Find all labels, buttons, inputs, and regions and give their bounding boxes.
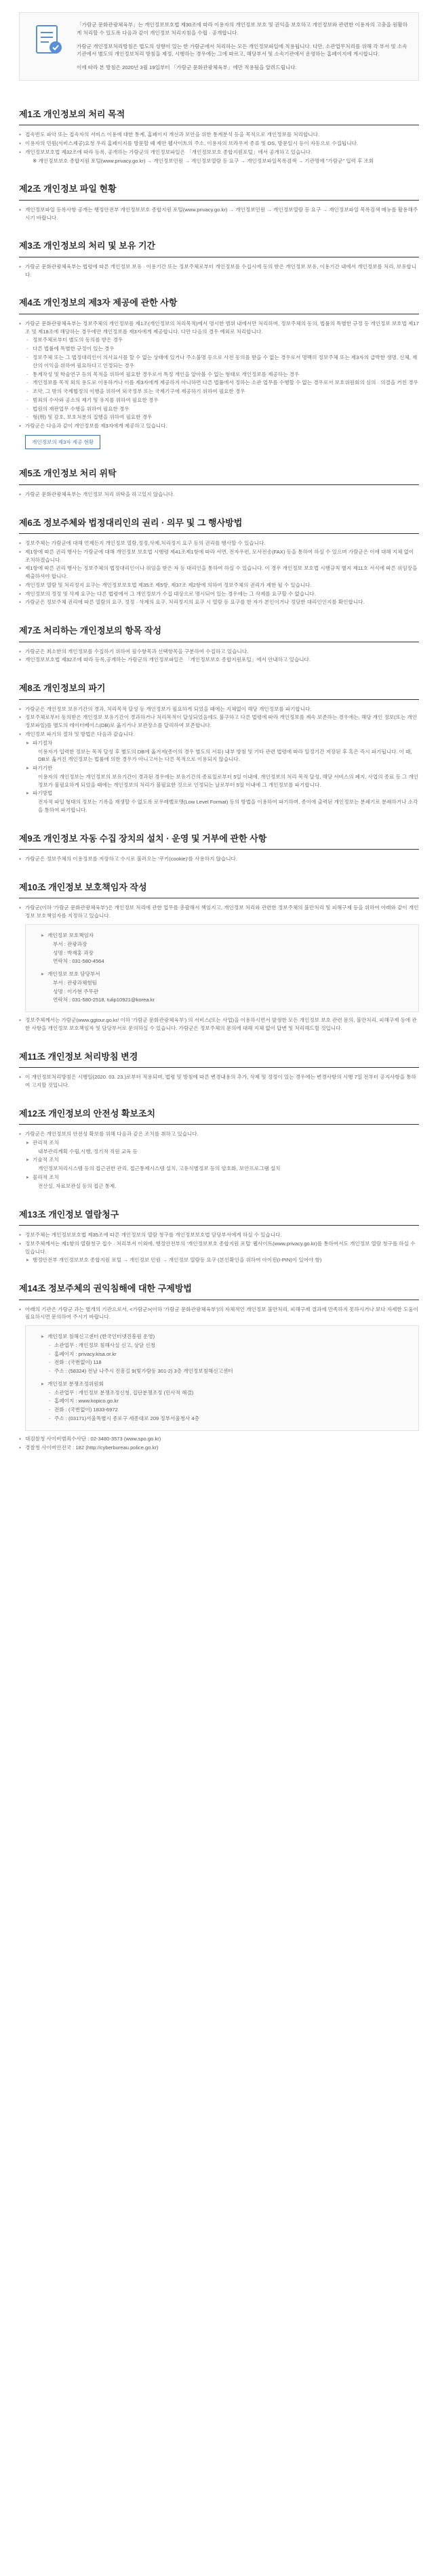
section-1: [19, 108, 419, 165]
list-item: - 범죄의 수사와 공소의 제기 및 유지를 위하여 필요한 경우: [19, 396, 419, 404]
agency-line: - 홈페이지 : privacy.kisa.or.kr: [34, 1350, 410, 1358]
body-text: 이용자가 입력한 정보는 목적 달성 후 별도의 DB에 옮겨져(종이의 경우 별도의 서류) 내부 방침 및 기타 관련 법령에 따라 일정기간 저장된 후 혹은 즉시 파기됩니다. 이 때, DB로 옮겨진 개인정보는 법률에 의한 경우가 아니고서는 다른 목적으로 이용되지 않습니다.: [38, 748, 412, 763]
agency-line: - 전화 : (국번없이) 1833-6972: [34, 1406, 410, 1414]
list-item: - 조약, 그 밖의 국제협정의 이행을 위하여 외국정부 또는 국제기구에 제공하기 위하여 필요한 경우: [19, 388, 419, 396]
subheading: ▶ 파기절차: [19, 739, 419, 747]
section-title: 제13조 개인정보 열람청구: [19, 1208, 419, 1226]
section-11: [19, 1050, 419, 1089]
bullet-text: ● 개인정보 열람 및 처리정지 요구는 개인정보보호법 제35조 제5항, 제37조 제2항에 의하여 정보주체의 권리가 제한 될 수 있습니다.: [19, 581, 419, 589]
section-2: [19, 182, 419, 222]
bullet-text: ● 이 개인정보처리방침은 시행일(2020. 03. 23.)로부터 적용되며, 법령 및 방침에 따른 변경내용의 추가, 삭제 및 정정이 있는 경우에는 변경사항의 시행 7일 전부터 공지사항을 통하여 고지할 것입니다.: [19, 1073, 419, 1089]
section-title: 제11조 개인정보 처리방침 변경: [19, 1050, 419, 1068]
bullet-text: ● 아래의 기관은 가람군 과는 별개의 기관으로서, <가람군>(이하 '가람군 문화관광체육부')의 자체적인 개인정보 불만처리, 피해구제 결과에 만족하지 못하시거나 보다 자세한 도움이 필요하시면 문의하여 주시기 바랍니다.: [19, 1306, 419, 1322]
body-text: 전자적 파일 형태의 정보는 기록을 재생할 수 없도록 로우레벨포맷(Low Level Format) 등의 방법을 이용하여 파기하며, 종이에 출력된 개인정보는 분쇄기로 분쇄하거나 소각을 통하여 파기합니다.: [38, 799, 418, 813]
agency-line: - 소관업무 : 개인정보 분쟁조정신청, 집단분쟁조정 (민사적 해결): [34, 1389, 410, 1397]
section-title: 제1조 개인정보의 처리 목적: [19, 108, 419, 126]
section-6: [19, 516, 419, 607]
section-title: 제7조 처리하는 개인정보의 항목 작성: [19, 624, 419, 642]
section-title: 제3조 개인정보의 처리 및 보유 기간: [19, 239, 419, 257]
contact-line: 부서 : 관광과장: [53, 940, 87, 947]
section-title: 제10조 개인정보 보호책임자 작성: [19, 881, 419, 899]
intro-paragraph: 이에 따라 본 방침은 2020년 3월 19일부터 「가람군 문화관광체육부」에만 적용됨을 알려드립니다.: [77, 64, 297, 71]
list-item: - 형(刑) 및 감호, 보호처분의 집행을 위하여 필요한 경우: [19, 413, 419, 421]
subheading: ▶ 관리적 조치: [19, 1139, 419, 1147]
body-text: 개인정보처리시스템 등의 접근권한 관리, 접근통제시스템 설치, 고유식별정보 등의 암호화, 보안프로그램 설치: [38, 1165, 281, 1172]
agency-line: - 소관업무 : 개인정보 침해사실 신고, 상담 신청: [34, 1342, 410, 1350]
bullet-text: ● 접속빈도 파악 또는 접속자의 서비스 이용에 대한 통계, 홈페이지 개선과 보안을 위한 통계분석 등을 목적으로 개인정보를 처리합니다.: [19, 131, 419, 139]
bullet-text: ● 정보주체께서는 가람군(www.ggtour.go.kr/ 이하 '가람군 문화관광체육부') 의 서비스(또는 사업)을 이용하시면서 발생한 모든 개인정보 보호 관련 문의, 불만처리, 피해구제 등에 관한 사항을 개인정보 보호책임자 및 담당부서로 문의하실 수 있습니다. 가람군은 정보주체의 문의에 대해 지체 없이 답변 및 처리해드릴 것입니다.: [19, 1016, 419, 1033]
section-5: [19, 467, 419, 498]
list-item: - 다른 법률에 특별한 규정이 있는 경우: [19, 345, 419, 353]
section-13: [19, 1208, 419, 1265]
bullet-text: ● 제1항에 따른 권리 행사는 정보주체의 법정대리인이나 위임을 받은 자 등 대리인을 통하여 하실 수 있습니다. 이 경우 개인정보 보호법 시행규칙 별지 제11호 서식에 따른 위임장을 제출하셔야 합니다.: [19, 564, 419, 581]
section-title: 제2조 개인정보 파일 현황: [19, 182, 419, 201]
section-title: 제9조 개인정보 자동 수집 장치의 설치 · 운영 및 거부에 관한 사항: [19, 832, 419, 850]
section-title: 제8조 개인정보의 파기: [19, 682, 419, 700]
bullet-text: ● 정보주체로부터 동의받은 개인정보 보유기간이 경과하거나 처리목적이 달성되었음에도 불구하고 다른 법령에 따라 개인정보를 계속 보존하는 경우에는, 해당 개인 정보(또는 개인정보파일)를 별도의 데이터베이스(DB)로 옮기거나 보관장소를 달리하여 보존합니다.: [19, 713, 419, 730]
subheading: ▶ 물리적 조치: [19, 1173, 419, 1182]
section-title: 제14조 정보주체의 권익침해에 대한 구제방법: [19, 1282, 419, 1300]
bullet-text: ● 가람군 문화관광체육부는 개인정보 처리 위탁을 하고있지 않습니다.: [19, 491, 419, 499]
section-title: 제6조 정보주체와 법정대리인의 권리 · 의무 및 그 행사방법: [19, 516, 419, 535]
section-9: [19, 832, 419, 863]
section-title: 제4조 개인정보의 제3자 제공에 관한 사항: [19, 296, 419, 314]
contact-line: 성명 : 박재홍 과장: [53, 949, 94, 956]
section-3: [19, 239, 419, 278]
body-text: 이용자의 개인정보는 개인정보의 보유기간이 경과된 경우에는 보유기간의 종료일로부터 5일 이내에, 개인정보의 처리 목적 달성, 해당 서비스의 폐지, 사업의 종료 등 그 개인정보가 불필요하게 되었을 때에는 개인정보의 처리가 불필요한 것으로 인정되는 날로부터 5일 이내에 그 개인정보를 파기합니다.: [38, 773, 419, 788]
contact-line: 성명 : 이가현 주무관: [53, 988, 99, 995]
subheading: ▶ 개인정보 침해신고센터 (한국인터넷진흥원 운영): [34, 1333, 410, 1341]
list-item: - 개인정보를 목적 외의 용도로 이용하거나 이를 제3자에게 제공하지 아니하면 다른 법률에서 정하는 소관 업무를 수행할 수 없는 경우로서 보호위원회의 심의 · 의결을 거친 경우: [19, 379, 419, 387]
agency-line: - 홈페이지 : www.kopico.go.kr: [34, 1397, 410, 1405]
list-item: - 정보주체로부터 별도의 동의를 받은 경우: [19, 336, 419, 344]
section-7: [19, 624, 419, 664]
bullet-text: ● 개인정보의 정정 및 삭제 요구는 다른 법령에서 그 개인정보가 수집 대상으로 명시되어 있는 경우에는 그 삭제를 요구할 수 없습니다.: [19, 590, 419, 598]
bullet-text: ● 이용자의 민원(서비스제공)요청 우리 홈페이지를 방문할 때 제안 웹사이트의 주소, 이용자의 브라우저 종류 및 OS, 방문일시 등이 자동으로 수집됩니다.: [19, 140, 419, 148]
bullet-text: ● 정보주체께서는 제1항의 열람청구 접수 · 처리부서 이외에, 행정안전부의 '개인정보보호 종합지원 포털' 웹사이트(www.privacy.go.kr)를 통하여서도 개인정보 열람 청구를 하실 수 있습니다.: [19, 1240, 419, 1256]
body-text: 전산실, 자료보관실 등의 접근 통제.: [38, 1182, 117, 1189]
intro-box: [19, 12, 419, 81]
bullet-text: ● 개인정보 파기의 절차 및 방법은 다음과 같습니다.: [19, 730, 419, 739]
agency-line: - 주소 : (58324) 전남 나주시 진흥길 9(빛가람동 301-2) 3층 개인정보침해신고센터: [34, 1367, 410, 1375]
bullet-text: ● 가람군은 다음과 같이 개인정보를 제3자에게 제공하고 있습니다.: [19, 422, 419, 430]
subheading: ▶ 개인정보 보호책임자: [34, 932, 410, 940]
section-8: [19, 682, 419, 814]
body-text: 내부관리계획 수립,시행, 정기적 직원 교육 등: [38, 1148, 138, 1155]
section-12: [19, 1107, 419, 1190]
bullet-text: ● 가람군은 개인정보의 안전성 확보를 위해 다음과 같은 조치를 취하고 있습니다.: [19, 1130, 419, 1138]
subheading: ▶ 개인정보 보호 담당부서: [34, 970, 410, 978]
contact-box: [25, 924, 419, 1012]
section-4: [19, 296, 419, 449]
agency-line: - 주소 : (03171)서울특별시 종로구 세종대로 209 정부서울청사 4층: [34, 1415, 410, 1423]
bullet-text: ● 경찰청 사이버안전국 : 182 (http://cyberbureau.police.go.kr): [19, 1444, 419, 1452]
list-item: - 통계작성 및 학술연구 등의 목적을 위하여 필요한 경우로서 특정 개인을 알아볼 수 없는 형태로 개인정보를 제공하는 경우: [19, 371, 419, 379]
intro-paragraph: 가람군 개인정보처리방침은 법도의 성향이 있는 한 가람군에서 처리하는 모든 개인정보파일에 적용됩니다. 다만, 소관업무처리를 위해 각 부서 및 소속기관에서 별도의 개인정보처리 방침을 제정, 시행하는 경우에는 그에 따르고, 해당부서 및 소속기관에서 운영하는 홈페이지에 게시합니다.: [77, 43, 407, 58]
section-title: 제12조 개인정보의 안전성 확보조치: [19, 1107, 419, 1125]
intro-paragraph: 「가람군 문화관광체육부」는 개인정보보호법 제30조에 따라 이용자의 개인정보 보호 및 권익을 보호하고 개인정보와 관련한 이용자의 고충을 원활하게 처리할 수 있도록 다음과 같이 개인정보 처리지침을 수립 · 공개합니다.: [77, 22, 408, 36]
bullet-text: ● 정보주체는 개인정보보호법 제35조에 따른 개인정보의 열람 청구를 개인정보보호법 담당부서에게 하실 수 있습니다.: [19, 1231, 419, 1239]
bullet-text: ● 대검찰청 사이버범죄수사단 : 02-3480-3573 (www.spo.go.kr): [19, 1435, 419, 1443]
subheading: ▶ 기술적 조치: [19, 1156, 419, 1164]
bullet-text: ● 가람군은 최소한의 개인정보를 수집하기 위하여 필수항목과 선택항목을 구분하여 수집하고 있습니다.: [19, 648, 419, 656]
section-14: [19, 1282, 419, 1451]
bullet-text: ● 가람군은 개인정보 보유기간의 경과, 처리목적 달성 등 개인정보가 필요하게 되었을 때에는 지체없이 해당 개인정보를 파기합니다.: [19, 705, 419, 713]
section-title: 제5조 개인정보 처리 위탁: [19, 467, 419, 485]
subheading: ▶ 개인정보 분쟁조정위원회: [34, 1380, 410, 1388]
document-icon: [29, 21, 67, 59]
list-item: - 정보주체 또는 그 법정대리인이 의사표시를 할 수 없는 상태에 있거나 주소불명 등으로 사전 동의를 받을 수 없는 경우로서 명백히 정보주체 또는 제3자의 급박한 생명, 신체, 재산의 이익을 위하여 필요하다고 인정되는 경우: [19, 354, 419, 370]
bullet-text: ● 가람군은 정보주체 권리에 따른 열람의 요구, 정정 · 삭제의 요구, 처리정지의 요구 시 열람 등 요구를 한 자가 본인이거나 정당한 대리인인지를 확인합니다.: [19, 598, 419, 606]
bullet-text: ● 개인정보파일 등록사항 공개는 행정안전부 개인정보보호 종합지원 포털(www.privacy.go.kr) → 개인정보민원 → 개인정보열람 등 요구 → 개인정보파일 목록검색 메뉴를 활용해주시기 바랍니다.: [19, 206, 419, 222]
bullet-text: ● 제1항에 따른 권리 행사는 가람군에 대해 개인정보 보호법 시행령 제41조제1항에 따라 서면, 전자우편, 모사전송(FAX) 등을 통하여 하실 수 있으며 가람군은 이에 대해 지체 없이 조치하겠습니다.: [19, 548, 419, 564]
agency-box: [25, 1325, 419, 1431]
contact-line: 연락처 : 031-580-2518, tulip10921@korea.kr: [53, 997, 155, 1003]
note-text: ※ 개인정보보호 종합지원 포털(www.privacy.go.kr) → 개인정보민원 → 개인정보열람 등 요구 → 개인정보파일목록검색 → 기관명에 "가람군" 입력 후 조회: [33, 157, 374, 164]
bullet-text: ● 정보주체는 가람군에 대해 언제든지 개인정보 열람,정정,삭제,처리정지 요구 등의 권리를 행사할 수 있습니다.: [19, 539, 419, 547]
subheading: ▶ 파기기한: [19, 764, 419, 772]
bullet-text: ● 가람군 문화관광체육부는 정보주체의 개인정보를 제1조(개인정보의 처리목적)에서 명시한 범위 내에서만 처리하며, 정보주체의 동의, 법률의 특별한 규정 등 개인정보 보호법 제17조 및 제18조에 해당하는 경우에만 개인정보를 제3자에게 제공합니다. 다만 다음의 경우 예외로 처리합니다.: [19, 320, 419, 336]
bullet-text: ● 가람군 문화관광체육부는 법령에 따른 개인정보 보유 · 이용기간 또는 정보주체로부터 개인정보를 수집시에 동의 받은 개인정보 보유, 이용기간 내에서 개인정보를 처리, 보유합니다.: [19, 263, 419, 279]
contact-line: 부서 : 관광과체험팀: [53, 979, 98, 986]
bullet-text: ● 개인정보보호법 제32조에 따라 등록, 공개하는 가람군의 개인정보파일은 「개인정보보호 종합지원포털」에서 공개하고 있습니다.: [19, 148, 419, 157]
bullet-text: ● 개인정보보호법 제32조에 따라 등록,공개하는 가람군의 개인정보파일은 「개인정보보호 종합지원포털」에서 안내하고 있습니다.: [19, 656, 419, 664]
list-item: - 법원의 재판업무 수행을 위하여 필요한 경우: [19, 405, 419, 413]
subheading: ▶ 행정안전부 개인정보보호 종합지원 포털 → 개인정보 민원 → 개인정보 열람등 요구 (본인확인을 위하여 아이핀(I-PIN)이 있어야 함): [19, 1256, 419, 1264]
agency-line: - 전화 : (국번없이) 118: [34, 1358, 410, 1367]
contact-line: 연락처 : 031-580-4564: [53, 958, 104, 965]
section-10: [19, 881, 419, 1033]
bullet-text: ● 가람군은 정보주체의 이용정보를 저장하고 수시로 불러오는 '쿠키(cookie)'를 사용하지 않습니다.: [19, 855, 419, 863]
bullet-text: ● 가람군(이하 '가람군 문화관광체육부')은 개인정보 처리에 관한 업무를 총괄해서 책임지고, 개인정보 처리와 관련한 정보주체의 불만처리 및 피해구제 등을 위하여 아래와 같이 개인정보 보호책임자를 지정하고 있습니다.: [19, 904, 419, 920]
third-party-status-button[interactable]: 개인정보의 제3자 제공 현황: [25, 435, 100, 449]
subheading: ▶ 파기방법: [19, 789, 419, 797]
